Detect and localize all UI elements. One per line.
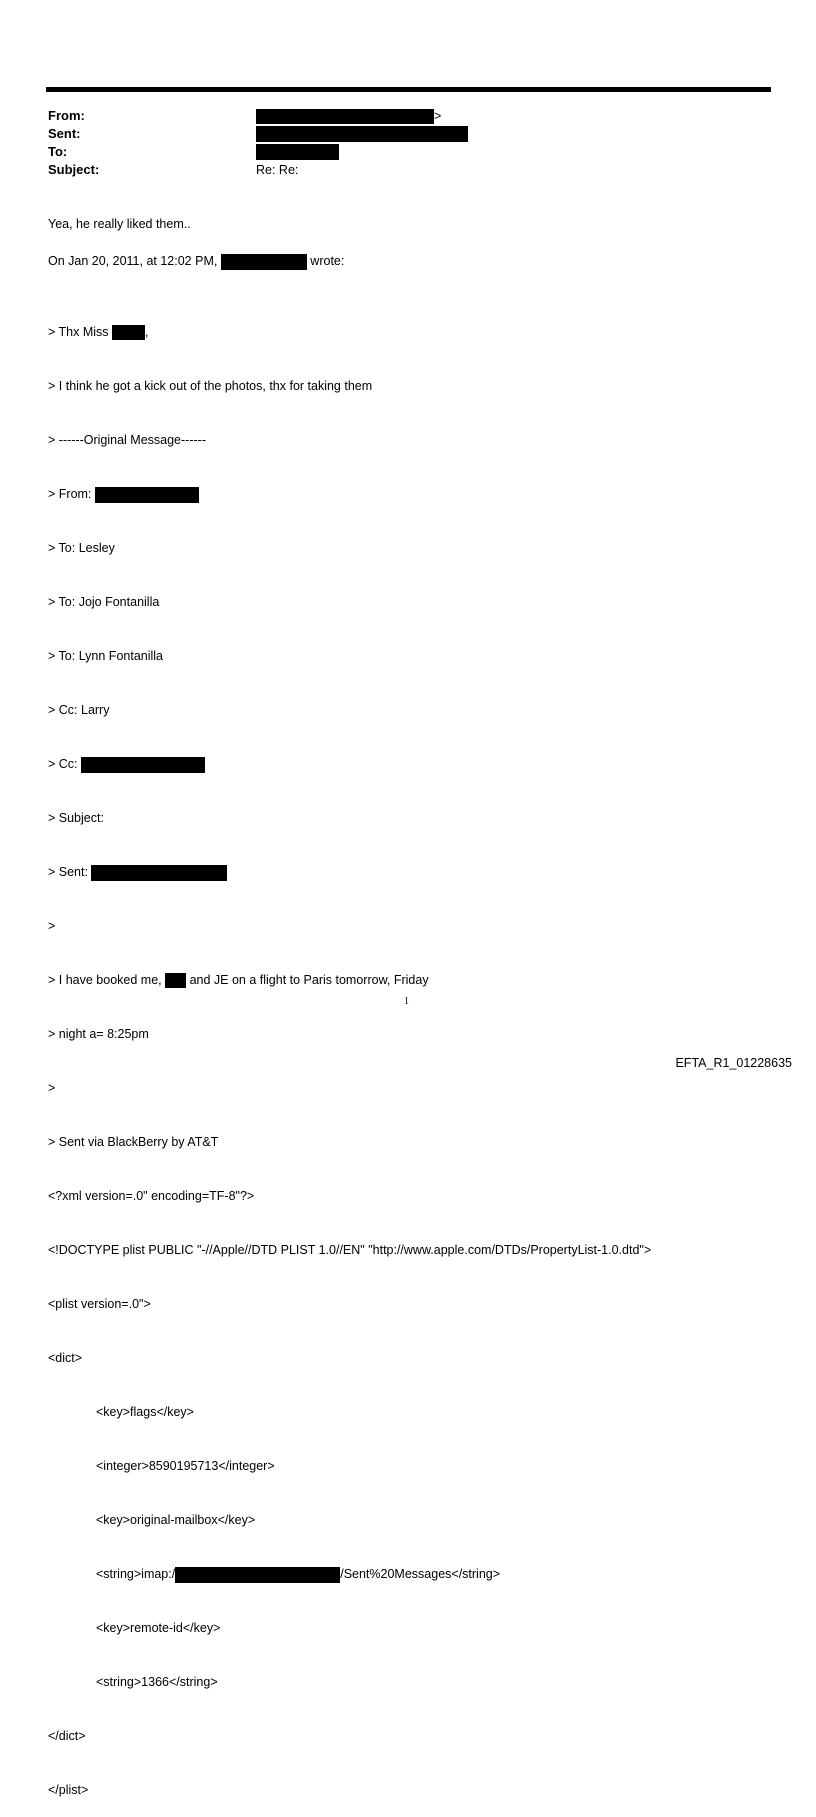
redaction-block bbox=[95, 487, 199, 503]
redaction-block bbox=[81, 757, 205, 773]
quoted-line: > To: Lynn Fontanilla bbox=[48, 649, 164, 663]
attribution-prefix: On Jan 20, 2011, at 12:02 PM, bbox=[48, 254, 218, 268]
quoted-line: > Cc: Larry bbox=[48, 703, 110, 717]
to-label: To: bbox=[48, 144, 68, 159]
redaction-block bbox=[91, 865, 227, 881]
page-number: 1 bbox=[404, 996, 409, 1007]
redaction-block bbox=[256, 109, 434, 124]
subject-label: Subject: bbox=[48, 162, 100, 177]
redaction-block bbox=[165, 973, 186, 988]
quoted-line: > Thx Miss , bbox=[48, 325, 149, 339]
quoted-line: > I think he got a kick out of the photos, thx for taking them bbox=[48, 379, 373, 393]
redaction-block bbox=[175, 1567, 340, 1583]
quoted-line: > To: Jojo Fontanilla bbox=[48, 595, 160, 609]
redaction-block bbox=[256, 144, 339, 160]
xml-line: <?xml version=.0" encoding=TF-8"?> bbox=[48, 1189, 255, 1203]
from-label: From: bbox=[48, 108, 85, 123]
xml-line: <key>flags</key> bbox=[96, 1405, 194, 1419]
xml-line: <integer>8590195713</integer> bbox=[96, 1459, 275, 1473]
quoted-line: > From: bbox=[48, 485, 651, 503]
attribution-suffix: wrote: bbox=[310, 254, 345, 268]
xml-line: <key>remote-id</key> bbox=[96, 1621, 221, 1635]
xml-line: </dict> bbox=[48, 1729, 86, 1743]
quoted-line: > Sent: bbox=[48, 863, 651, 881]
document-id: EFTA_R1_01228635 bbox=[675, 1056, 792, 1070]
redaction-block bbox=[256, 126, 468, 142]
xml-line: <string>imap:/ /Sent%20Messages</string> bbox=[96, 1567, 501, 1581]
quoted-line: > ------Original Message------ bbox=[48, 433, 206, 447]
quoted-line: > bbox=[48, 919, 56, 933]
redaction-block bbox=[112, 325, 145, 340]
quoted-line: > night a= 8:25pm bbox=[48, 1027, 149, 1041]
xml-line: <plist version=.0"> bbox=[48, 1297, 151, 1311]
attribution-line bbox=[48, 252, 344, 270]
xml-line: <string>1366</string> bbox=[96, 1675, 218, 1689]
quoted-message bbox=[48, 287, 651, 1817]
header-rule bbox=[46, 87, 771, 92]
quoted-line: > I have booked me, and JE on a flight to Paris tomorrow, Friday bbox=[48, 973, 429, 987]
xml-line: <dict> bbox=[48, 1351, 83, 1365]
subject-value: Re: Re: bbox=[256, 163, 299, 177]
quoted-line: > Cc: bbox=[48, 755, 651, 773]
sent-label: Sent: bbox=[48, 126, 81, 141]
quoted-line: > bbox=[48, 1081, 56, 1095]
quoted-line: > Subject: bbox=[48, 811, 104, 825]
quoted-line: > Sent via BlackBerry by AT&T bbox=[48, 1135, 219, 1149]
xml-line: <key>original-mailbox</key> bbox=[96, 1513, 256, 1527]
xml-line: </plist> bbox=[48, 1783, 89, 1797]
reply-text: Yea, he really liked them.. bbox=[48, 217, 191, 231]
xml-line: <!DOCTYPE plist PUBLIC "-//Apple//DTD PLIST 1.0//EN" "http://www.apple.com/DTDs/PropertyList-1.0.dtd"> bbox=[48, 1243, 652, 1257]
from-suffix: > bbox=[434, 109, 442, 123]
redaction-block bbox=[221, 254, 307, 270]
quoted-line: > To: Lesley bbox=[48, 541, 115, 555]
from-value bbox=[256, 107, 441, 125]
